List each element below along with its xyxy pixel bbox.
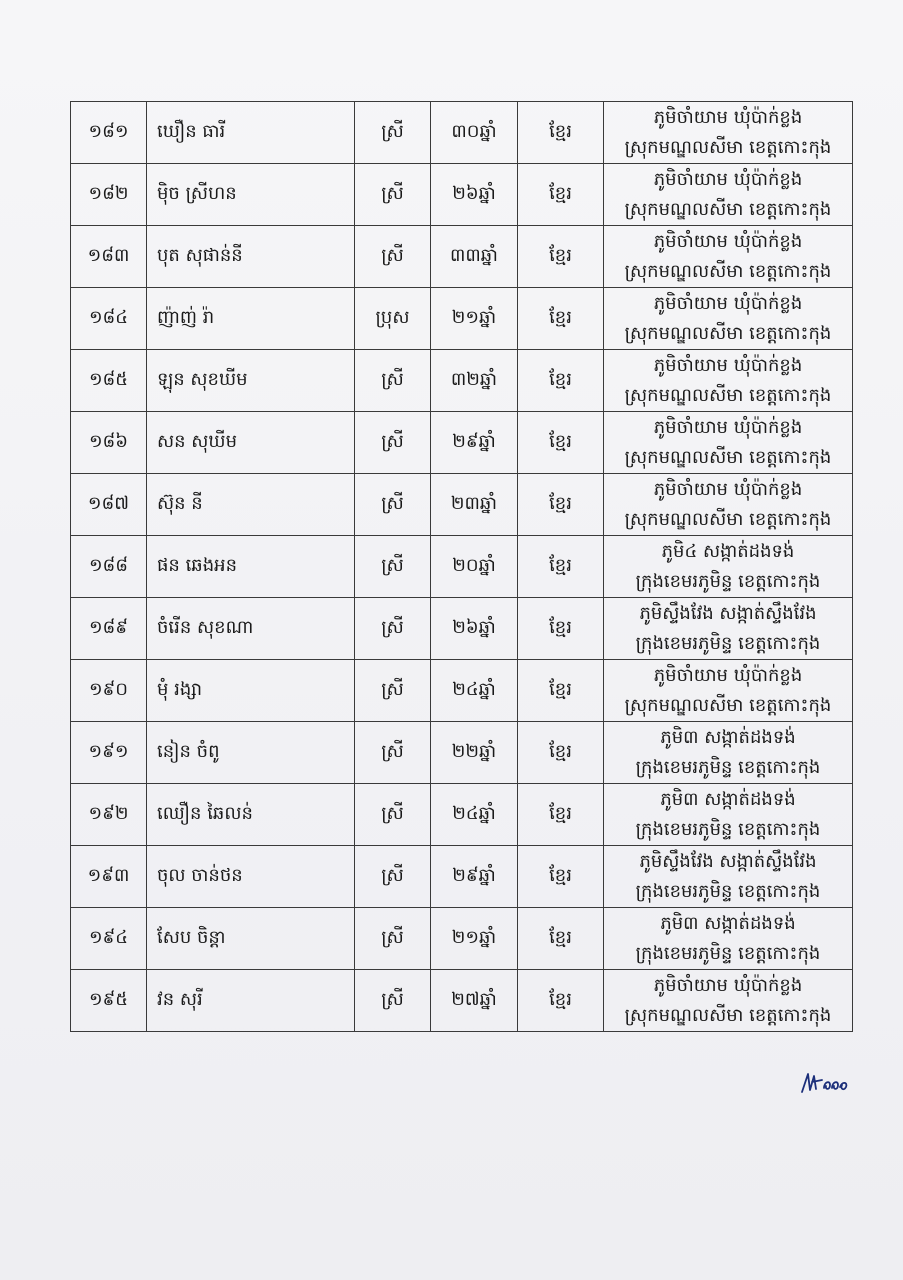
person-address: [604, 536, 853, 598]
person-sex: ស្រី: [355, 846, 431, 908]
person-name: សន សុឃីម: [147, 412, 355, 474]
row-number: ១៩២: [71, 784, 147, 846]
person-nationality: ខ្មែរ: [518, 784, 604, 846]
person-age: ២៤ឆ្នាំ: [431, 784, 518, 846]
address-line-2: ស្រុកមណ្ឌលសីមា ខេត្តកោះកុង: [624, 322, 832, 344]
table-row: [71, 908, 853, 970]
person-age: ២៤ឆ្នាំ: [431, 660, 518, 722]
person-age: ៣៣ឆ្នាំ: [431, 226, 518, 288]
person-nationality: ខ្មែរ: [518, 102, 604, 164]
address-line-2: ស្រុកមណ្ឌលសីមា ខេត្តកោះកុង: [624, 198, 832, 220]
table-row: [71, 598, 853, 660]
table-row: [71, 412, 853, 474]
person-age: ៣០ឆ្នាំ: [431, 102, 518, 164]
person-address: [604, 102, 853, 164]
row-number: ១៨៧: [71, 474, 147, 536]
person-address: [604, 908, 853, 970]
person-nationality: ខ្មែរ: [518, 660, 604, 722]
table-row: [71, 474, 853, 536]
person-address: [604, 164, 853, 226]
row-number: ១៨៨: [71, 536, 147, 598]
person-address: [604, 784, 853, 846]
person-name: ចុល ចាន់ថន: [147, 846, 355, 908]
person-name: ញ៉ាញ់ រ៉ា: [147, 288, 355, 350]
table-row: [71, 288, 853, 350]
person-nationality: ខ្មែរ: [518, 412, 604, 474]
person-age: ២០ឆ្នាំ: [431, 536, 518, 598]
person-address: [604, 474, 853, 536]
row-number: ១៨១: [71, 102, 147, 164]
person-sex: ស្រី: [355, 784, 431, 846]
address-line-2: ក្រុងខេមរភូមិន្ទ ខេត្តកោះកុង: [635, 570, 821, 592]
person-address: [604, 598, 853, 660]
row-number: ១៩១: [71, 722, 147, 784]
person-nationality: ខ្មែរ: [518, 474, 604, 536]
personnel-table: [70, 101, 853, 1032]
person-address: [604, 288, 853, 350]
address-line-2: ស្រុកមណ្ឌលសីមា ខេត្តកោះកុង: [624, 508, 832, 530]
row-number: ១៨៣: [71, 226, 147, 288]
person-nationality: ខ្មែរ: [518, 164, 604, 226]
table-row: [71, 102, 853, 164]
person-age: ២៦ឆ្នាំ: [431, 598, 518, 660]
person-nationality: ខ្មែរ: [518, 288, 604, 350]
address-line-1: ភូមិចាំយាម ឃុំប៉ាក់ខ្លង: [653, 230, 803, 252]
person-name: ឈឿន ឆៃលន់: [147, 784, 355, 846]
person-name: វន សុរី: [147, 970, 355, 1032]
address-line-1: ភូមិ៤ សង្កាត់ដងទង់: [661, 540, 795, 562]
person-address: [604, 412, 853, 474]
address-line-1: ភូមិ៣ សង្កាត់ដងទង់: [660, 726, 796, 748]
address-line-2: ក្រុងខេមរភូមិន្ទ ខេត្តកោះកុង: [635, 880, 821, 902]
address-line-1: ភូមិចាំយាម ឃុំប៉ាក់ខ្លង: [653, 354, 803, 376]
person-address: [604, 846, 853, 908]
person-name: នៀន ចំពូ: [147, 722, 355, 784]
address-line-1: ភូមិចាំយាម ឃុំប៉ាក់ខ្លង: [653, 168, 803, 190]
address-line-1: ភូមិស្ទឹងវែង សង្កាត់ស្ទឹងវែង: [639, 850, 817, 872]
handwritten-signature: [798, 1068, 850, 1098]
address-line-1: ភូមិស្ទឹងវែង សង្កាត់ស្ទឹងវែង: [639, 602, 817, 624]
address-line-2: ស្រុកមណ្ឌលសីមា ខេត្តកោះកុង: [624, 1004, 832, 1026]
person-nationality: ខ្មែរ: [518, 908, 604, 970]
person-nationality: ខ្មែរ: [518, 350, 604, 412]
address-line-1: ភូមិចាំយាម ឃុំប៉ាក់ខ្លង: [653, 416, 803, 438]
person-name: ចំរើន សុខណា: [147, 598, 355, 660]
person-sex: ស្រី: [355, 970, 431, 1032]
person-name: ម៉ិច ស្រីហន: [147, 164, 355, 226]
person-age: ២៣ឆ្នាំ: [431, 474, 518, 536]
person-name: ស៊ុន នី: [147, 474, 355, 536]
person-sex: ស្រី: [355, 536, 431, 598]
address-line-2: ស្រុកមណ្ឌលសីមា ខេត្តកោះកុង: [624, 694, 832, 716]
row-number: ១៨៦: [71, 412, 147, 474]
address-line-2: ស្រុកមណ្ឌលសីមា ខេត្តកោះកុង: [624, 136, 832, 158]
address-line-2: ក្រុងខេមរភូមិន្ទ ខេត្តកោះកុង: [635, 632, 821, 654]
person-name: ឡុន សុខឃីម: [147, 350, 355, 412]
person-nationality: ខ្មែរ: [518, 536, 604, 598]
row-number: ១៩៣: [71, 846, 147, 908]
person-address: [604, 970, 853, 1032]
address-line-1: ភូមិចាំយាម ឃុំប៉ាក់ខ្លង: [653, 292, 803, 314]
table-row: [71, 350, 853, 412]
person-sex: ស្រី: [355, 164, 431, 226]
row-number: ១៨៩: [71, 598, 147, 660]
person-nationality: ខ្មែរ: [518, 846, 604, 908]
address-line-2: ស្រុកមណ្ឌលសីមា ខេត្តកោះកុង: [624, 446, 832, 468]
person-sex: ស្រី: [355, 660, 431, 722]
row-number: ១៩០: [71, 660, 147, 722]
address-line-2: ក្រុងខេមរភូមិន្ទ ខេត្តកោះកុង: [635, 818, 821, 840]
address-line-2: ស្រុកមណ្ឌលសីមា ខេត្តកោះកុង: [624, 260, 832, 282]
person-age: ២៧ឆ្នាំ: [431, 970, 518, 1032]
person-age: ២៩ឆ្នាំ: [431, 412, 518, 474]
person-age: ៣២ឆ្នាំ: [431, 350, 518, 412]
person-age: ២១ឆ្នាំ: [431, 908, 518, 970]
address-line-2: ក្រុងខេមរភូមិន្ទ ខេត្តកោះកុង: [635, 756, 821, 778]
row-number: ១៨៤: [71, 288, 147, 350]
person-sex: ស្រី: [355, 908, 431, 970]
person-sex: ស្រី: [355, 474, 431, 536]
person-sex: ប្រុស: [355, 288, 431, 350]
person-age: ២៦ឆ្នាំ: [431, 164, 518, 226]
address-line-1: ភូមិចាំយាម ឃុំប៉ាក់ខ្លង: [653, 478, 803, 500]
address-line-1: ភូមិចាំយាម ឃុំប៉ាក់ខ្លង: [653, 974, 803, 996]
table-row: [71, 226, 853, 288]
person-name: ឃឿន ធារី: [147, 102, 355, 164]
address-line-2: ស្រុកមណ្ឌលសីមា ខេត្តកោះកុង: [624, 384, 832, 406]
person-nationality: ខ្មែរ: [518, 598, 604, 660]
address-line-1: ភូមិចាំយាម ឃុំប៉ាក់ខ្លង: [653, 106, 803, 128]
address-line-1: ភូមិចាំយាម ឃុំប៉ាក់ខ្លង: [653, 664, 803, 686]
person-sex: ស្រី: [355, 412, 431, 474]
person-sex: ស្រី: [355, 102, 431, 164]
address-line-2: ក្រុងខេមរភូមិន្ទ ខេត្តកោះកុង: [635, 942, 821, 964]
person-address: [604, 350, 853, 412]
person-age: ២៩ឆ្នាំ: [431, 846, 518, 908]
table-row: [71, 660, 853, 722]
person-age: ២១ឆ្នាំ: [431, 288, 518, 350]
person-nationality: ខ្មែរ: [518, 970, 604, 1032]
table-row: [71, 970, 853, 1032]
person-name: សែប ចិន្តា: [147, 908, 355, 970]
person-nationality: ខ្មែរ: [518, 226, 604, 288]
person-address: [604, 226, 853, 288]
row-number: ១៨៥: [71, 350, 147, 412]
person-nationality: ខ្មែរ: [518, 722, 604, 784]
row-number: ១៩៤: [71, 908, 147, 970]
table-row: [71, 784, 853, 846]
person-name: មុំ រង្សា: [147, 660, 355, 722]
person-age: ២២ឆ្នាំ: [431, 722, 518, 784]
person-address: [604, 660, 853, 722]
table-row: [71, 164, 853, 226]
address-line-1: ភូមិ៣ សង្កាត់ដងទង់: [660, 912, 796, 934]
person-sex: ស្រី: [355, 226, 431, 288]
address-line-1: ភូមិ៣ សង្កាត់ដងទង់: [660, 788, 796, 810]
table-row: [71, 846, 853, 908]
person-name: ផន ឆេងអន: [147, 536, 355, 598]
row-number: ១៨២: [71, 164, 147, 226]
person-sex: ស្រី: [355, 598, 431, 660]
person-sex: ស្រី: [355, 350, 431, 412]
table-row: [71, 536, 853, 598]
table-row: [71, 722, 853, 784]
row-number: ១៩៥: [71, 970, 147, 1032]
person-name: បុត សុផាន់នី: [147, 226, 355, 288]
person-address: [604, 722, 853, 784]
person-sex: ស្រី: [355, 722, 431, 784]
